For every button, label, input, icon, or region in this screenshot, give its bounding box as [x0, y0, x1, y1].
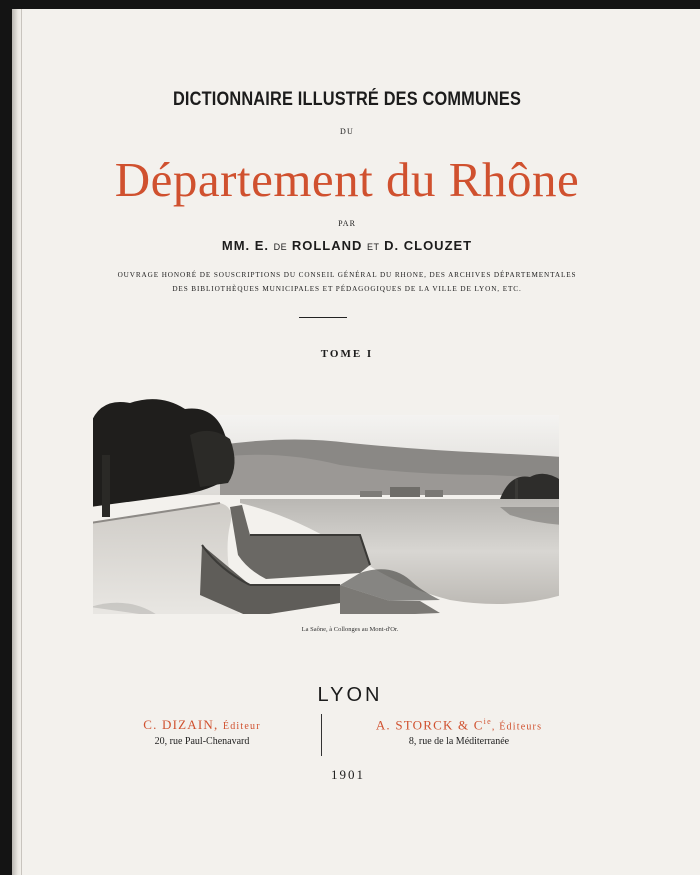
publisher-right-address: 8, rue de la Méditerranée [408, 736, 510, 748]
publisher-right [344, 717, 574, 747]
authors-mm: MM. E. [221, 238, 270, 253]
city-name: LYON [317, 684, 383, 706]
title-page [12, 9, 700, 875]
publisher-right-name: A. STORCK & $C^{ie}$, Éditeurs [375, 717, 543, 733]
subscription-note-line-1: OUVRAGE HONORÉ DE SOUSCRIPTIONS DU CONSEIL GÉNÉRAL DU RHONE, DES ARCHIVES DÉPARTEMENTALES [117, 271, 577, 279]
dictionary-title: DICTIONNAIRE ILLUSTRÉ DES COMMUNES [172, 89, 522, 110]
authors-rolland: ROLLAND [291, 238, 363, 253]
publisher-right-sup: ie [483, 717, 492, 726]
page-gutter-line [21, 9, 22, 875]
publisher-left-role: Éditeur [222, 721, 261, 732]
authors-de: DE [273, 242, 288, 252]
publisher-right-role: , Éditeurs [491, 721, 543, 733]
river-photograph [90, 395, 562, 617]
publisher-separator [321, 714, 322, 756]
photo-caption: La Saône, à Collonges au Mont-d'Or. [301, 626, 399, 633]
authors-line [12, 238, 691, 253]
authors-et: ET [366, 242, 380, 252]
divider-rule [299, 317, 347, 318]
authors-clouzet: D. CLOUZET [384, 238, 473, 253]
publisher-left [102, 717, 302, 747]
publisher-left-name: C. DIZAIN, Éditeur [143, 717, 261, 732]
volume-label: TOME I [320, 348, 374, 360]
publication-year: 1901 [331, 767, 365, 782]
subscription-note-line-2: DES BIBLIOTHÈQUES MUNICIPALES ET PÉDAGOGIQUES DE LA VILLE DE LYON, ETC. [172, 285, 522, 293]
main-title: Département du Rhône [114, 152, 580, 207]
title-par: PAR [338, 219, 356, 228]
title-du: DU [340, 127, 354, 136]
publisher-left-address: 20, rue Paul-Chenavard [154, 736, 250, 747]
